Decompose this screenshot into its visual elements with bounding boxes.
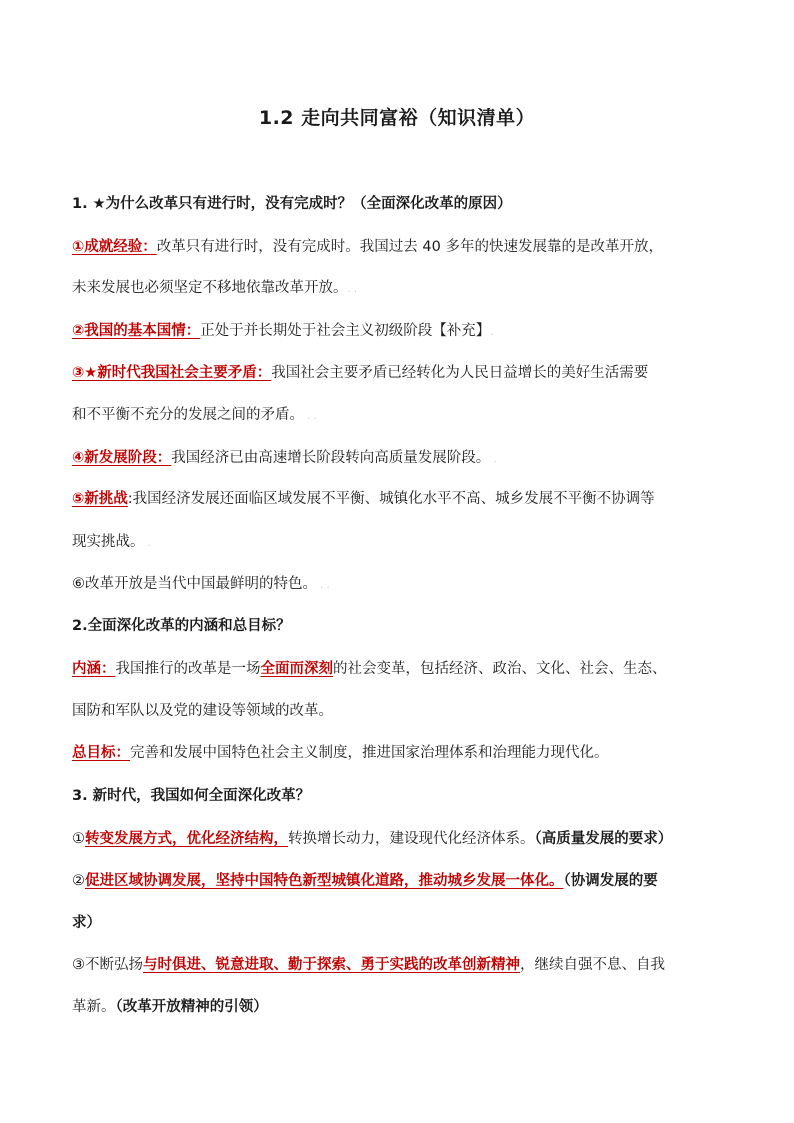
q3-point-2-num: ②: [72, 873, 85, 889]
q3-point-2-note: （协调发展的要: [563, 873, 658, 889]
q2-point-2: [72, 743, 742, 763]
q3-point-3-post: ，继续自强不息、自我: [520, 957, 665, 973]
q1-point-2-text: 正处于并长期处于社会主义初级阶段【补充】: [200, 323, 491, 339]
q3-point-2: [72, 871, 742, 891]
q3-point-3-emphasis: 与时俱进、锐意进取、勤于探索、勇于实践的改革创新精神: [143, 957, 520, 973]
q1-point-3-text: 我国社会主要矛盾已经转化为人民日益增长的美好生活需要: [271, 365, 649, 381]
q1-point-1-text: 改革只有进行时，没有完成时。我国过去 40 多年的快速发展靠的是改革开放，: [156, 239, 663, 255]
q1-point-2-label: ②我国的基本国情：: [72, 323, 201, 339]
q3-point-3-cont: [72, 997, 742, 1017]
q1-point-1-cont: 未来发展也必须坚定不移地依靠改革开放。. .: [72, 280, 358, 296]
q3-point-1-num: ①: [72, 831, 85, 847]
q3-point-3-text-2: 革新。: [72, 999, 116, 1015]
q1-point-4-label: ④新发展阶段：: [72, 450, 172, 466]
question-1-heading: 1. ★为什么改革只有进行时，没有完成时？（全面深化改革的原因）: [72, 196, 512, 212]
q2-point-1-text-2: 国防和军队以及党的建设等领域的改革。: [72, 703, 333, 719]
q3-point-2-note-2: 求）: [72, 915, 101, 931]
q1-point-5-text: :我国经济发展还面临区域发展不平衡、城镇化水平不高、城乡发展不平衡不协调等: [127, 491, 655, 507]
question-3-heading: 3. 新时代，我国如何全面深化改革？: [72, 788, 311, 804]
q1-point-3-label: ③★新时代我国社会主要矛盾：: [72, 365, 272, 381]
q2-point-2-text: 完善和发展中国特色社会主义制度，推进国家治理体系和治理能力现代化。: [130, 745, 609, 761]
q1-point-1: [72, 237, 742, 257]
q1-point-1-text-2: 未来发展也必须坚定不移地依靠改革开放。: [72, 280, 348, 296]
q3-point-1-emphasis: 转变发展方式，优化经济结构，: [85, 831, 288, 847]
q1-point-5-cont: 现实挑战。 .: [72, 534, 151, 550]
q1-point-5-label: ⑤新挑战: [72, 491, 128, 507]
q3-point-2-cont: [72, 913, 742, 933]
q3-point-3: [72, 955, 742, 975]
q3-point-1-note: （高质量发展的要求）: [534, 831, 673, 847]
q3-point-3-pre: ③不断弘扬: [72, 957, 143, 973]
q1-point-3-cont: 和不平衡不充分的发展之间的矛盾。 . .: [72, 407, 317, 423]
q1-point-2: ②我国的基本国情：正处于并长期处于社会主义初级阶段【补充】.: [72, 323, 494, 339]
q3-point-2-emphasis: 促进区域协调发展，坚持中国特色新型城镇化道路，推动城乡发展一体化。: [85, 873, 564, 889]
q1-point-3-text-2: 和不平衡不充分的发展之间的矛盾。: [72, 407, 304, 423]
q1-point-5: [72, 489, 742, 509]
page-title: 1.2 走向共同富裕（知识清单）: [258, 107, 536, 129]
q1-point-4-text: 我国经济已由高速增长阶段转向高质量发展阶段。: [171, 450, 491, 466]
q3-point-1-text: 转换增长动力，建设现代化经济体系。: [288, 831, 535, 847]
q1-point-6-text: ⑥改革开放是当代中国最鲜明的特色。: [72, 576, 317, 592]
q1-point-4: ④新发展阶段：我国经济已由高速增长阶段转向高质量发展阶段。 .: [72, 450, 497, 466]
q2-point-1-emphasis: 全面而深刻: [260, 661, 333, 677]
question-2-heading: 2.全面深化改革的内涵和总目标？: [72, 618, 291, 634]
q1-point-3: [72, 363, 742, 383]
q3-point-1: [72, 829, 742, 849]
q1-point-5-text-2: 现实挑战。: [72, 534, 145, 550]
q2-point-1: [72, 659, 742, 679]
q3-point-3-note: （改革开放精神的引领）: [115, 999, 268, 1015]
q2-point-1-cont: [72, 701, 742, 721]
q1-point-1-label: ①成就经验：: [72, 239, 157, 255]
q2-point-1-pre: 我国推行的改革是一场: [115, 661, 261, 677]
q2-point-1-label: 内涵：: [72, 661, 116, 677]
q1-point-6: ⑥改革开放是当代中国最鲜明的特色。 . .: [72, 576, 330, 592]
q2-point-2-label: 总目标：: [72, 745, 130, 761]
q2-point-1-post: 的社会变革，包括经济、政治、文化、社会、生态、: [333, 661, 667, 677]
